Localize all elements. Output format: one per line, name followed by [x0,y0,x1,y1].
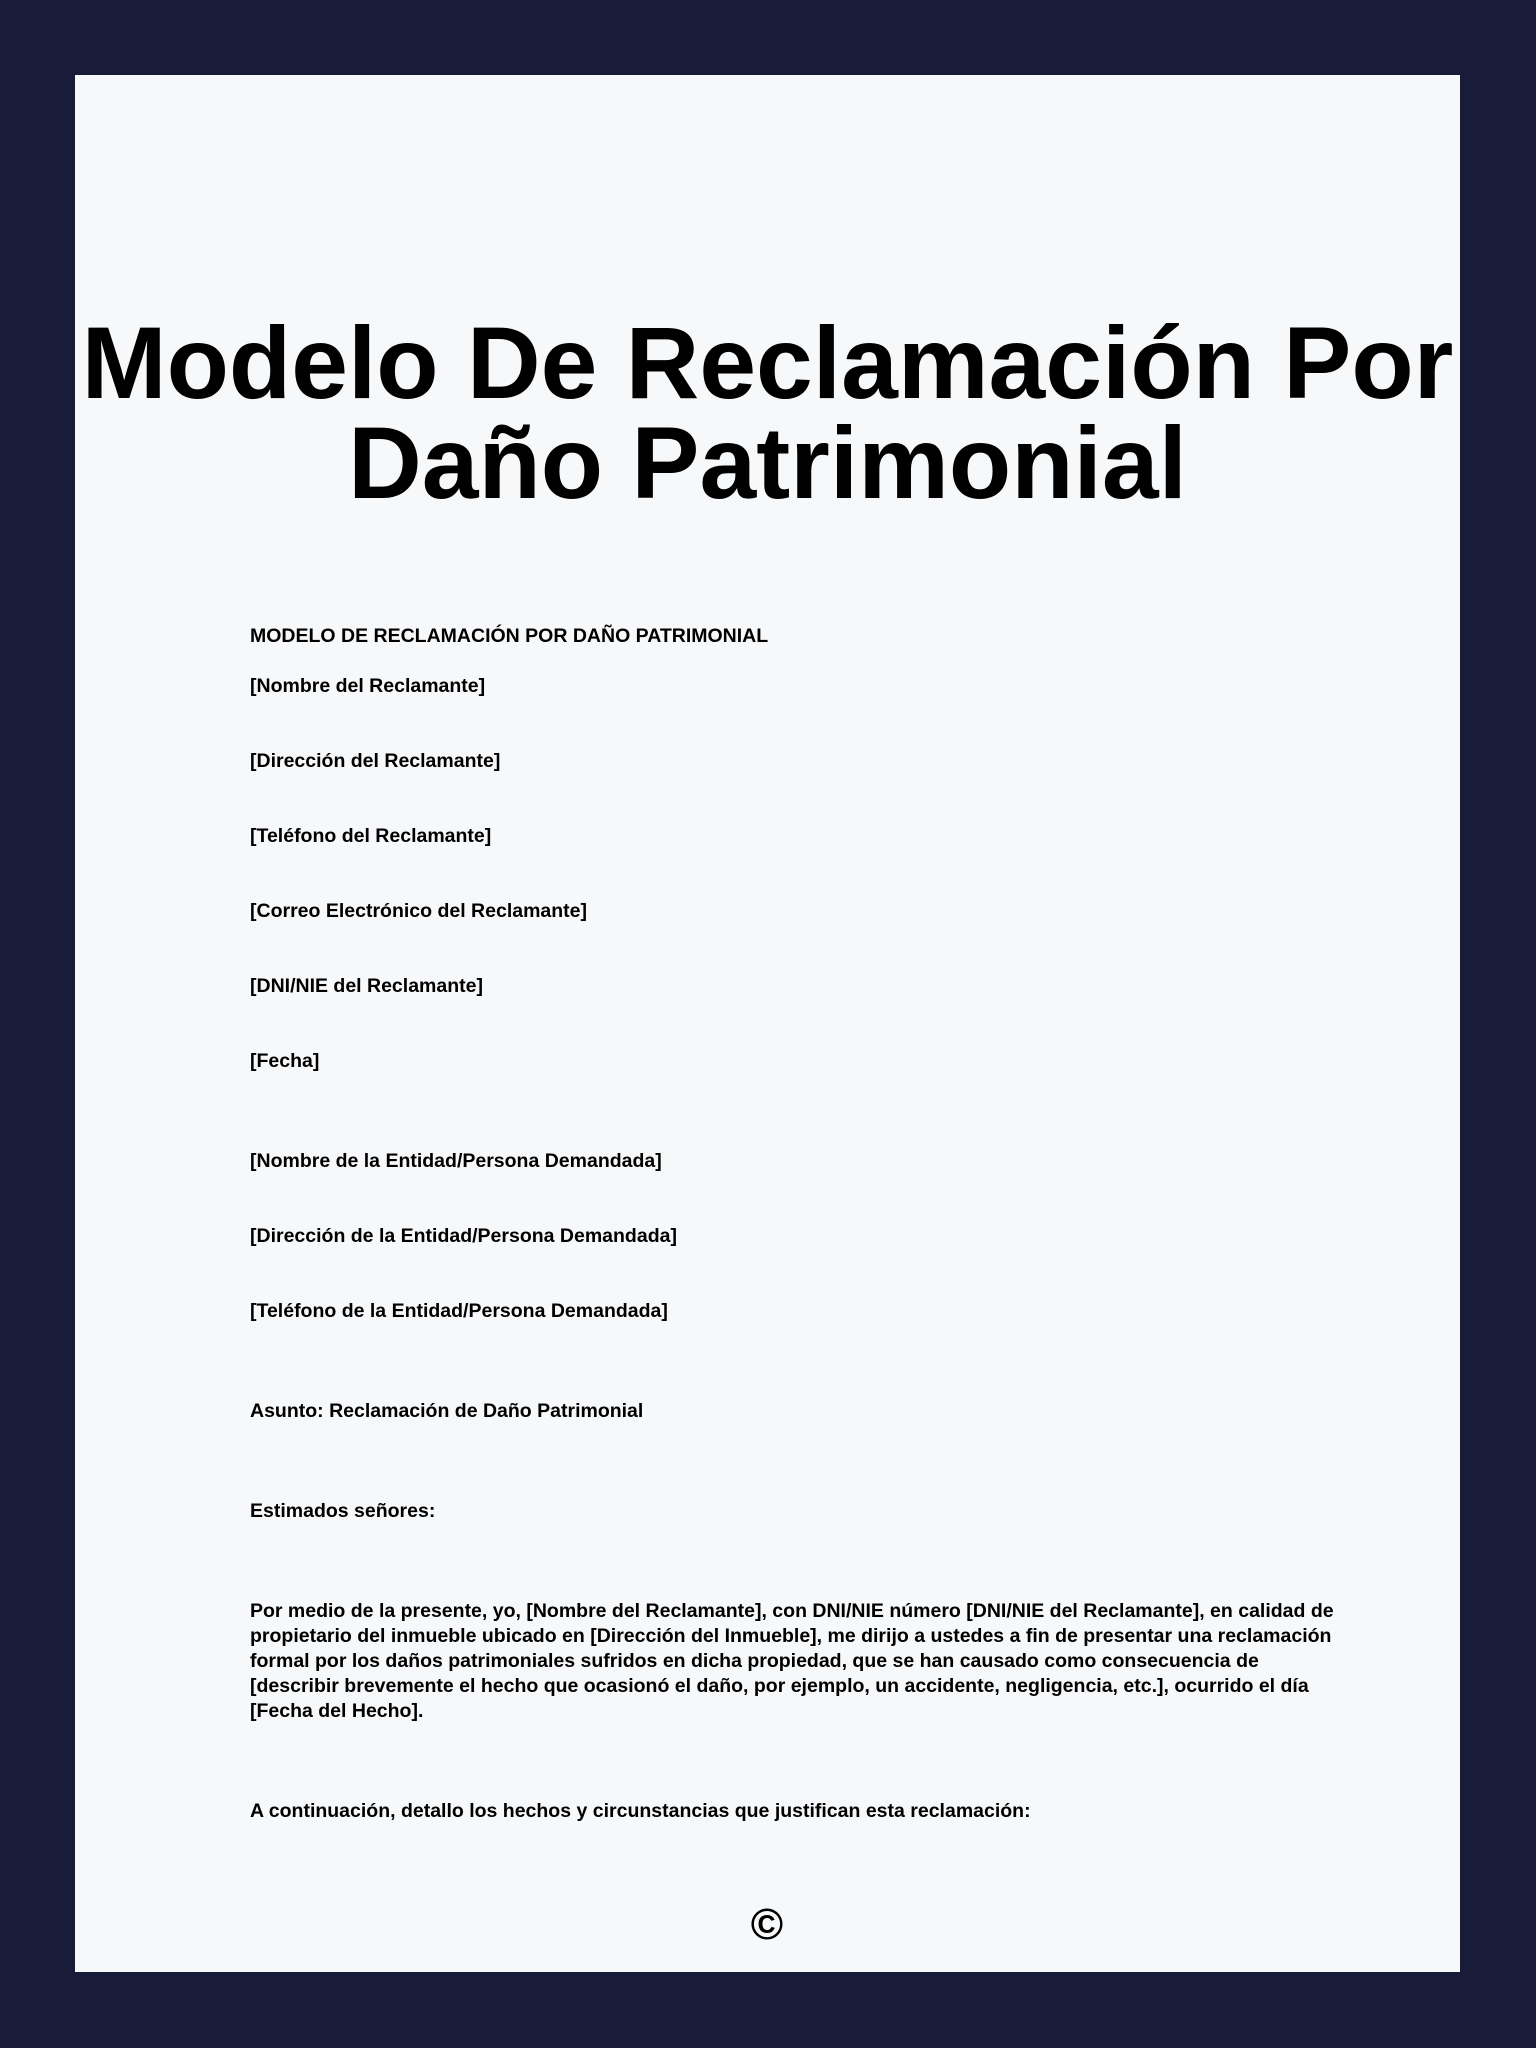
claimant-email: [Correo Electrónico del Reclamante] [250,900,588,922]
claimant-name: [Nombre del Reclamante] [250,675,486,697]
claimant-id: [DNI/NIE del Reclamante] [250,975,483,997]
continuation-text: A continuación, detallo los hechos y circunstancias que justifican esta reclamación: [250,1800,1031,1822]
claimant-address: [Dirección del Reclamante] [250,750,501,772]
subject-line: Asunto: Reclamación de Daño Patrimonial [250,1400,644,1422]
document-title: Modelo De Reclamación Por Daño Patrimonial [81,306,1454,520]
document-page [75,75,1460,1972]
claimant-phone: [Teléfono del Reclamante] [250,825,492,847]
letter-date: [Fecha] [250,1050,320,1072]
body-paragraph: Por medio de la presente, yo, [Nombre del Reclamante], con DNI/NIE número [DNI/NIE del Reclamante], en calidad de propietario del inmueble ubicado en [Dirección del Inmueble], me dirijo a ustedes a fin de presentar una reclamación formal por los daños patrimoniales sufridos en dicha propiedad, que se han causado como consecuencia de [describir brevemente el hecho que ocasionó el daño, por ejemplo, un accidente, negligencia, etc.], ocurrido el día [Fecha del Hecho]. [250,1600,1334,1722]
greeting: Estimados señores: [250,1500,436,1522]
respondent-address: [Dirección de la Entidad/Persona Demandada] [250,1225,677,1247]
document-heading: MODELO DE RECLAMACIÓN POR DAÑO PATRIMONIAL [250,625,769,647]
copyright-icon: © [750,1900,784,1949]
respondent-name: [Nombre de la Entidad/Persona Demandada] [250,1150,662,1172]
respondent-phone: [Teléfono de la Entidad/Persona Demandada] [250,1300,668,1322]
